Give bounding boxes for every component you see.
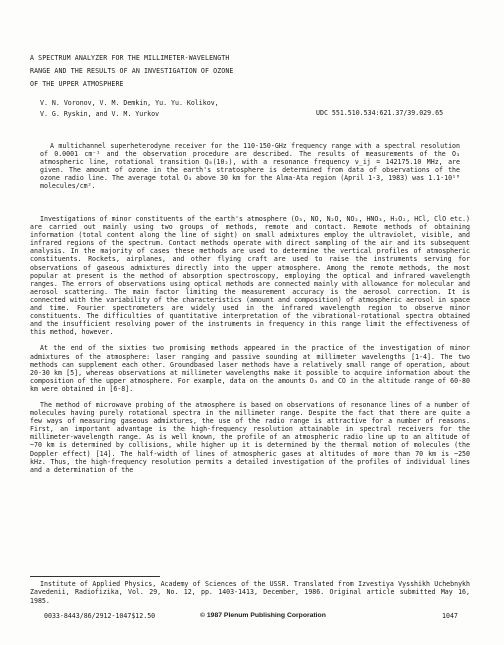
author-line-2: V. G. Ryskin, and V. M. Yurkov xyxy=(40,110,160,118)
article-title xyxy=(30,52,450,91)
abstract: A multichannel superheterodyne receiver for the 110-150-GHz frequency range with a spectral resolution of 0.0001 cm⁻¹ and the observation procedure are described. The results of measurements of the O₃ atmospheric line, rotational transition Q₈(10₂), with a resonance frequency ν_ij = 142175.10 MHz, are given. The amount of ozone in the earth's stratosphere is determined from data of observations of the ozone radio line. The average total O₃ above 30 km for the Alma-Ata region (April 1-3, 1983) was 1.1·10¹⁸ molecules/cm². xyxy=(40,142,460,191)
footnote-divider xyxy=(30,576,160,577)
body-paragraph-2: At the end of the sixties two promising methods appeared in the practice of the investigation of minor admixtures of the atmosphere: laser ranging and passive sounding at millimeter wavelengths [1-4]. The two methods can supplement each other. Groundbased laser methods have a relatively small range of operation, about 20-30 km [5], whereas observations at millimeter wavelengths make it possible to acquire information about the composition of the upper atmosphere. For example, data on the amounts O₃ and CO in the altitude range of 60-80 km were obtained in [6-8]. xyxy=(30,344,470,393)
title-line-1: A SPECTRUM ANALYZER FOR THE MILLIMETER-WAVELENGTH xyxy=(30,54,230,62)
body-paragraph-1: Investigations of minor constituents of the earth's atmosphere (O₃, NO, N₂O, NO₂, HNO₃, H₂O₂, HCl, ClO etc.) are carried out mainly using two groups of methods, remote and contact. Remote methods of obtaining information (total content along the line of sight) on small admixtures employ the ultraviolet, visible, and infrared regions of the spectrum. Contact methods operate with direct sampling of the air and its subsequent analysis. In the majority of cases these methods are used to determine the vertical profiles of atmospheric constituents. Rockets, airplanes, and other flying craft are used to raise the instruments serving for observations of gaseous admixtures directly into the upper atmosphere. Among the remote methods, the most popular at present is the method of absorption spectroscopy, employing the optical and infrared wavelength ranges. The errors of observations using optical methods are connected mainly with allowance for molecular and aerosol scattering. The main factor limiting the measurement accuracy is the aerosol correction. It is connected with the variability of the characteristics (amount and composition) of atmospheric aerosol in space and time. Fourier spectrometers are widely used in the infrared wavelength region to observe minor constituents. The difficulties of quantitative interpretation of the vibrational-rotational spectra obtained and the insufficient resolving power of the instruments in frequency in this range limit the effectiveness of this method, however. xyxy=(30,215,470,337)
article-body xyxy=(30,215,470,474)
page-number: 1047 xyxy=(442,612,458,620)
title-line-3: OF THE UPPER ATMOSPHERE xyxy=(30,80,124,88)
title-line-2: RANGE AND THE RESULTS OF AN INVESTIGATION OF OZONE xyxy=(30,67,234,75)
udc-code: UDC 551.510.534:621.37/39.029.65 xyxy=(316,109,444,117)
author-line-1: V. N. Voronov, V. M. Demkin, Yu. Yu. Kolikov, xyxy=(40,99,219,107)
copyright-notice: © 1987 Plenum Publishing Corporation xyxy=(200,612,326,619)
body-paragraph-3: The method of microwave probing of the atmosphere is based on observations of resonance lines of a number of molecules having purely rotational spectra in the millimeter range. Despite the fact that there are quite a few ways of measuring gaseous admixtures, the use of the radio range is attractive for a number of reasons. First, an important advantage is the high-frequency resolution attainable in spectral receivers for the millimeter-wavelength range. As is well known, the profile of an atmospheric radio line up to an altitude of ~70 km is determined by collisions, while higher up it is determined by the thermal motion of molecules (the Doppler effect) [14]. The half-width of lines of atmospheric gases at altitudes of more than 70 km is ~250 kHz. Thus, the high-frequency resolution permits a detailed investigation of the profiles of individual lines and a determination of the xyxy=(30,400,470,474)
publication-code: 0033-8443/86/2912-1047$12.50 xyxy=(44,612,156,620)
footnote: Institute of Applied Physics, Academy of Sciences of the USSR. Translated from Izvestiya Vysshikh Uchebnykh Zavedenii, Radiofizika, Vol. 29, No. 12, pp. 1403-1413, December, 1986. Original article submitted May 16, 1985. xyxy=(30,580,470,605)
